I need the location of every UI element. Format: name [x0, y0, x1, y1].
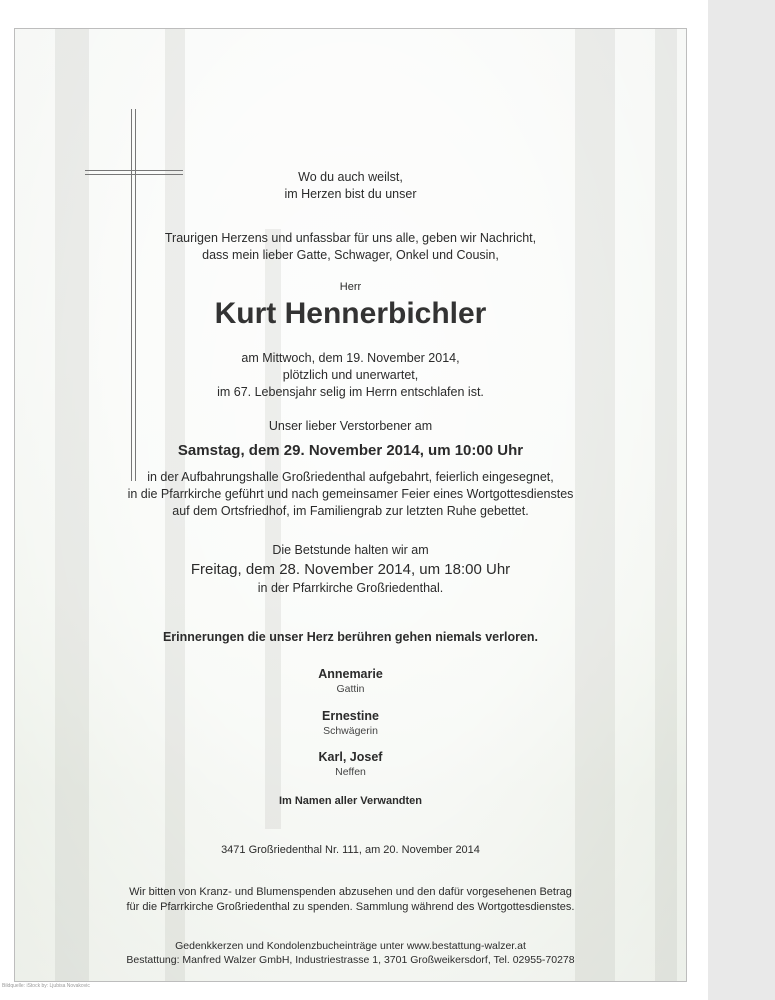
footer-line: Gedenkkerzen und Kondolenzbucheinträge unter www.bestattung-walzer.at — [175, 940, 526, 952]
funeral-details-line: in die Pfarrkirche geführt und nach gemeinsamer Feier eines Wortgottesdienstes — [127, 487, 574, 501]
intro-line: Traurigen Herzens und unfassbar für uns alle, geben wir Nachricht, — [164, 231, 537, 245]
honorific: Herr — [339, 281, 362, 293]
funeral-details-line: in der Aufbahrungshalle Großriedenthal aufgebahrt, feierlich eingesegnet, — [147, 470, 554, 484]
place-date: 3471 Großriedenthal Nr. 111, am 20. November 2014 — [221, 844, 480, 856]
funeral-details-line: auf dem Ortsfriedhof, im Familiengrab zur letzten Ruhe gebettet. — [172, 504, 529, 518]
obituary-card — [14, 28, 687, 982]
donation-note-line: für die Pfarrkirche Großriedenthal zu spenden. Sammlung während des Wortgottesdienstes. — [126, 901, 575, 913]
prayer-intro: Die Betstunde halten wir am — [272, 543, 429, 557]
footer-line: Bestattung: Manfred Walzer GmbH, Industriestrasse 1, 3701 Großweikersdorf, Tel. 02955-70278 — [126, 954, 575, 966]
deceased-name: Kurt Hennerbichler — [214, 297, 487, 330]
death-info-line: plötzlich und unerwartet, — [282, 368, 419, 382]
relative-role: Gattin — [336, 683, 365, 695]
right-margin-strip — [708, 0, 775, 1000]
death-info-line: am Mittwoch, dem 19. November 2014, — [241, 351, 460, 365]
prayer-place: in der Pfarrkirche Großriedenthal. — [257, 581, 444, 595]
death-info-line: im 67. Lebensjahr selig im Herrn entschlafen ist. — [217, 385, 484, 399]
relative-role: Neffen — [335, 766, 366, 778]
donation-note-line: Wir bitten von Kranz- und Blumenspenden abzusehen und den dafür vorgesehenen Betrag — [129, 886, 572, 898]
funeral-intro: Unser lieber Verstorbener am — [268, 419, 433, 433]
intro-line: dass mein lieber Gatte, Schwager, Onkel und Cousin, — [202, 248, 499, 262]
family-note: Im Namen aller Verwandten — [278, 795, 423, 807]
prayer-date: Freitag, dem 28. November 2014, um 18:00 Uhr — [190, 561, 511, 578]
funeral-date: Samstag, dem 29. November 2014, um 10:00 Uhr — [177, 442, 524, 459]
relative-name: Annemarie — [318, 667, 383, 681]
motto: Erinnerungen die unser Herz berühren gehen niemals verloren. — [162, 630, 539, 644]
verse-line: im Herzen bist du unser — [284, 187, 417, 201]
relative-name: Karl, Josef — [318, 750, 383, 764]
photo-credit: Bildquelle: iStock by: Ljubisa Novakovic — [2, 983, 90, 989]
relative-name: Ernestine — [322, 709, 379, 723]
relative-role: Schwägerin — [323, 725, 378, 737]
verse-line: Wo du auch weilst, — [298, 170, 403, 184]
